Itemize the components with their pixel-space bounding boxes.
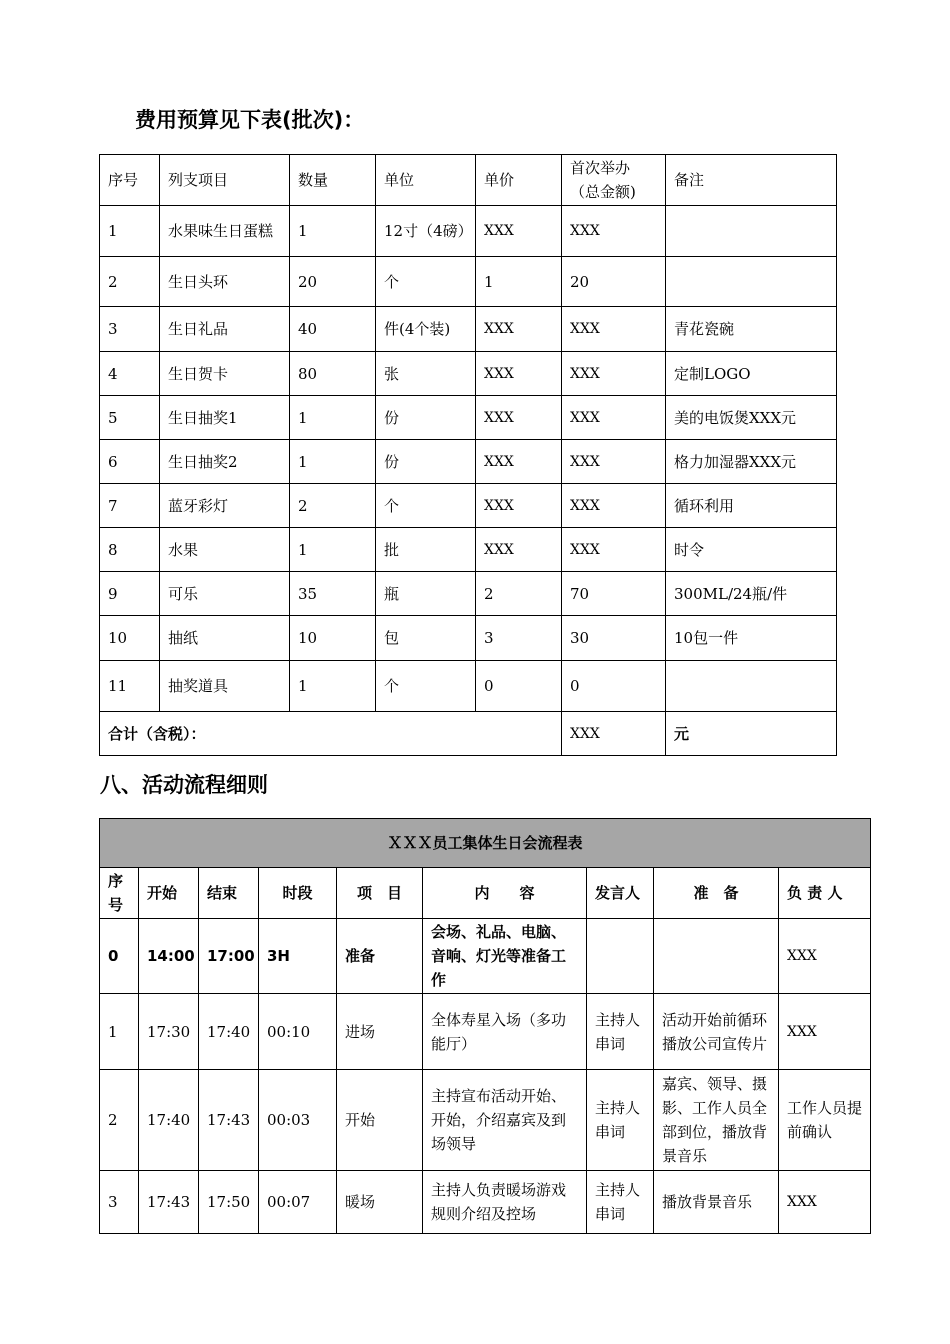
budget-header-cell: 单价 [476, 155, 562, 206]
budget-header-cell: 备注 [666, 155, 837, 206]
table-cell: 1 [290, 440, 376, 484]
table-cell: 美的电饭煲XXX元 [666, 396, 837, 440]
table-cell: 4 [100, 352, 160, 396]
table-row [100, 528, 837, 572]
table-cell: XXX [476, 528, 562, 572]
table-row [100, 307, 837, 352]
table-cell: 6 [100, 440, 160, 484]
table-cell: 0 [476, 661, 562, 712]
table-cell: 70 [562, 572, 666, 616]
flow-caption: ＸＸＸ员工集体生日会流程表 [100, 819, 871, 868]
table-cell: 14:00 [139, 919, 199, 994]
table-cell: 个 [376, 257, 476, 307]
table-cell: XXX [779, 919, 871, 994]
table-cell: 进场 [337, 994, 423, 1070]
budget-header-cell: 首次举办（总金额) [562, 155, 666, 206]
table-cell: XXX [476, 396, 562, 440]
table-cell: 时令 [666, 528, 837, 572]
table-cell: XXX [779, 994, 871, 1070]
table-cell: 300ML/24瓶/件 [666, 572, 837, 616]
table-row [100, 440, 837, 484]
table-row [100, 616, 837, 661]
table-row [100, 1171, 871, 1234]
table-cell: 20 [290, 257, 376, 307]
table-cell: 7 [100, 484, 160, 528]
table-cell: 1 [290, 661, 376, 712]
table-cell: 生日头环 [160, 257, 290, 307]
table-cell: 17:30 [139, 994, 199, 1070]
table-cell: 2 [100, 1070, 139, 1171]
section-title: 八、活动流程细则 [100, 773, 268, 797]
table-cell: 9 [100, 572, 160, 616]
table-row [100, 919, 871, 994]
table-cell: 1 [290, 528, 376, 572]
flow-caption-row [100, 819, 871, 868]
budget-total-row [100, 712, 837, 756]
flow-header-cell: 发言人 [587, 868, 654, 919]
table-cell: 10 [100, 616, 160, 661]
table-cell: 1 [476, 257, 562, 307]
table-cell: XXX [562, 484, 666, 528]
table-cell: 青花瓷碗 [666, 307, 837, 352]
table-cell: 批 [376, 528, 476, 572]
table-cell: 主持人串词 [587, 994, 654, 1070]
table-cell: 2 [476, 572, 562, 616]
table-cell: 8 [100, 528, 160, 572]
table-cell [666, 206, 837, 257]
flow-header-cell: 序号 [100, 868, 139, 919]
table-cell: 件(4个装) [376, 307, 476, 352]
table-row [100, 661, 837, 712]
total-label: 合计（含税）： [100, 712, 562, 756]
table-cell: 工作人员提前确认 [779, 1070, 871, 1171]
flow-header-cell: 负 责 人 [779, 868, 871, 919]
table-cell: 35 [290, 572, 376, 616]
budget-table [99, 154, 837, 756]
table-cell: 3H [259, 919, 337, 994]
table-cell: 循环利用 [666, 484, 837, 528]
table-cell: 17:40 [199, 994, 259, 1070]
table-cell: 蓝牙彩灯 [160, 484, 290, 528]
table-cell: 17:40 [139, 1070, 199, 1171]
table-cell: XXX [779, 1171, 871, 1234]
table-cell: 00:07 [259, 1171, 337, 1234]
table-cell: 主持人串词 [587, 1171, 654, 1234]
flow-header-cell: 结束 [199, 868, 259, 919]
table-row [100, 572, 837, 616]
table-cell: XXX [476, 352, 562, 396]
table-row [100, 257, 837, 307]
table-cell: 20 [562, 257, 666, 307]
table-cell: 准备 [337, 919, 423, 994]
table-cell: 30 [562, 616, 666, 661]
table-cell: 全体寿星入场（多功能厅） [423, 994, 587, 1070]
table-cell: XXX [476, 206, 562, 257]
table-cell: 活动开始前循环播放公司宣传片 [654, 994, 779, 1070]
table-cell: XXX [562, 440, 666, 484]
table-cell: 格力加湿器XXX元 [666, 440, 837, 484]
table-cell: 生日礼品 [160, 307, 290, 352]
table-cell: 3 [476, 616, 562, 661]
table-cell: 生日抽奖2 [160, 440, 290, 484]
table-cell: 包 [376, 616, 476, 661]
flow-header-row [100, 868, 871, 919]
table-cell: 5 [100, 396, 160, 440]
table-cell: 1 [290, 396, 376, 440]
table-cell: 2 [100, 257, 160, 307]
table-cell: 抽纸 [160, 616, 290, 661]
table-cell: 主持人负责暖场游戏规则介绍及控场 [423, 1171, 587, 1234]
total-unit: 元 [666, 712, 837, 756]
table-cell: 00:03 [259, 1070, 337, 1171]
table-cell: 可乐 [160, 572, 290, 616]
table-cell: 12寸（4磅） [376, 206, 476, 257]
table-cell: 17:43 [199, 1070, 259, 1171]
table-cell: XXX [476, 307, 562, 352]
table-cell [587, 919, 654, 994]
flow-header-cell: 项 目 [337, 868, 423, 919]
table-cell: 主持宣布活动开始、开始，介绍嘉宾及到场领导 [423, 1070, 587, 1171]
table-cell: 主持人串词 [587, 1070, 654, 1171]
table-cell: 生日抽奖1 [160, 396, 290, 440]
table-row [100, 994, 871, 1070]
table-cell: 个 [376, 661, 476, 712]
table-cell: 1 [100, 994, 139, 1070]
table-cell: 3 [100, 1171, 139, 1234]
table-cell: 份 [376, 396, 476, 440]
table-row [100, 352, 837, 396]
table-cell: 80 [290, 352, 376, 396]
table-cell: 抽奖道具 [160, 661, 290, 712]
table-cell: 瓶 [376, 572, 476, 616]
table-cell: 水果 [160, 528, 290, 572]
budget-header-cell: 单位 [376, 155, 476, 206]
table-cell: 张 [376, 352, 476, 396]
table-cell: 00:10 [259, 994, 337, 1070]
table-cell: 17:50 [199, 1171, 259, 1234]
budget-header-cell: 列支项目 [160, 155, 290, 206]
budget-header-row [100, 155, 837, 206]
table-cell: 开始 [337, 1070, 423, 1171]
table-cell: 40 [290, 307, 376, 352]
table-cell: 2 [290, 484, 376, 528]
table-row [100, 484, 837, 528]
table-cell: 1 [100, 206, 160, 257]
flow-table [99, 818, 871, 1234]
table-cell: 11 [100, 661, 160, 712]
flow-header-cell: 时段 [259, 868, 337, 919]
table-cell: 生日贺卡 [160, 352, 290, 396]
table-cell: 3 [100, 307, 160, 352]
table-cell: 嘉宾、领导、摄影、工作人员全部到位，播放背景音乐 [654, 1070, 779, 1171]
table-cell: 0 [100, 919, 139, 994]
table-cell: XXX [562, 352, 666, 396]
table-row [100, 1070, 871, 1171]
table-cell: 个 [376, 484, 476, 528]
table-cell: 播放背景音乐 [654, 1171, 779, 1234]
table-cell: 1 [290, 206, 376, 257]
table-cell: 17:43 [139, 1171, 199, 1234]
table-cell: 定制LOGO [666, 352, 837, 396]
table-cell: XXX [476, 484, 562, 528]
table-cell: 10 [290, 616, 376, 661]
total-value: XXX [562, 712, 666, 756]
table-cell: XXX [562, 396, 666, 440]
flow-header-cell: 准 备 [654, 868, 779, 919]
table-cell: XXX [476, 440, 562, 484]
table-cell: 17:00 [199, 919, 259, 994]
table-cell: XXX [562, 528, 666, 572]
table-cell: XXX [562, 307, 666, 352]
table-row [100, 396, 837, 440]
table-cell: 暖场 [337, 1171, 423, 1234]
flow-header-cell: 内 容 [423, 868, 587, 919]
budget-title: 费用预算见下表(批次)： [135, 108, 365, 132]
table-cell: 份 [376, 440, 476, 484]
table-cell: XXX [562, 206, 666, 257]
table-cell [666, 257, 837, 307]
table-cell: 10包一件 [666, 616, 837, 661]
budget-header-cell: 数量 [290, 155, 376, 206]
table-cell: 0 [562, 661, 666, 712]
table-cell [666, 661, 837, 712]
table-row [100, 206, 837, 257]
budget-header-cell: 序号 [100, 155, 160, 206]
flow-header-cell: 开始 [139, 868, 199, 919]
table-cell: 水果味生日蛋糕 [160, 206, 290, 257]
table-cell [654, 919, 779, 994]
table-cell: 会场、礼品、电脑、音响、灯光等准备工作 [423, 919, 587, 994]
